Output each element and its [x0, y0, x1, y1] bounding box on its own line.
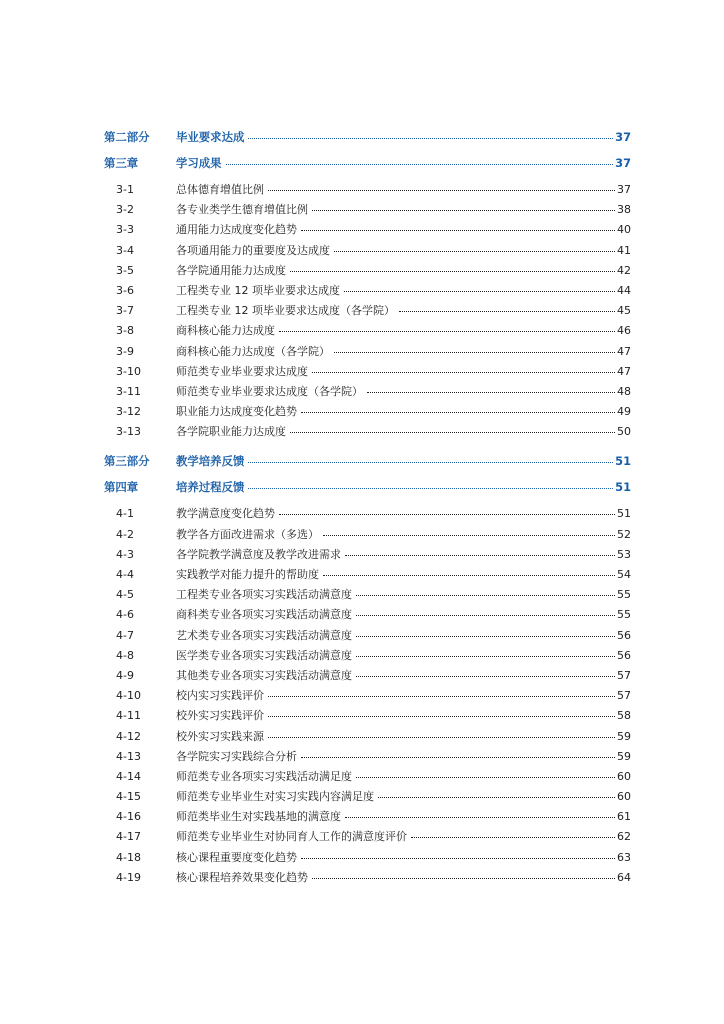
toc-entry-title: 师范类专业毕业生对实习实践内容满足度 — [176, 790, 374, 804]
toc-entry-title: 实践教学对能力提升的帮助度 — [176, 568, 319, 581]
toc-entry-title: 校内实习实践评价 — [176, 689, 264, 703]
dot-leader — [248, 138, 613, 139]
dot-leader — [345, 555, 615, 556]
dot-leader — [356, 656, 615, 657]
toc-entry-title: 职业能力达成度变化趋势 — [176, 405, 297, 419]
toc-entry-number: 3-8 — [116, 324, 134, 338]
toc-entry-number: 4-1 — [116, 507, 134, 521]
toc-section-entry[interactable] — [104, 448, 631, 474]
toc-entry-title: 培养过程反馈 — [176, 480, 245, 495]
dot-leader — [323, 535, 615, 536]
toc-entry[interactable] — [104, 301, 631, 321]
toc-entry-title: 校外实习实践评价 — [176, 709, 264, 723]
toc-entry[interactable] — [104, 180, 631, 200]
toc-page-number: 58 — [617, 709, 631, 723]
toc-entry-title: 核心课程重要度变化趋势 — [176, 850, 297, 864]
toc-entry-number: 4-10 — [116, 689, 141, 703]
toc-page-number: 61 — [617, 810, 631, 824]
toc-entry[interactable] — [104, 241, 631, 261]
toc-entry[interactable] — [104, 807, 631, 827]
toc-entry-number: 4-6 — [116, 608, 134, 622]
dot-leader — [290, 271, 615, 272]
toc-entry-number: 3-12 — [116, 405, 141, 419]
toc-entry-number: 第三章 — [104, 156, 139, 170]
toc-entry-title: 各学院实习实践综合分析 — [176, 749, 297, 763]
toc-entry-number: 4-9 — [116, 668, 134, 682]
toc-entry-title: 工程类专业各项实习实践活动满意度 — [176, 588, 352, 602]
toc-page-number: 50 — [617, 425, 631, 439]
dot-leader — [268, 696, 615, 697]
dot-leader — [301, 858, 615, 859]
toc-entry-title: 总体德育增值比例 — [176, 183, 264, 196]
toc-entry-number: 3-10 — [116, 364, 141, 378]
toc-entry-title: 商科核心能力达成度（各学院） — [176, 344, 330, 358]
toc-entry-title: 商科类专业各项实习实践活动满意度 — [176, 608, 352, 622]
toc-page-number: 38 — [617, 203, 631, 217]
toc-entry-title: 医学类专业各项实习实践活动满意度 — [176, 648, 352, 662]
toc-entry-number: 第三部分 — [104, 454, 150, 469]
toc-entry-title: 核心课程培养效果变化趋势 — [176, 870, 308, 884]
dot-leader — [226, 164, 614, 165]
toc-entry-number: 第四章 — [104, 480, 139, 495]
toc-entry-number: 4-19 — [116, 870, 141, 884]
toc-page-number: 48 — [617, 384, 631, 398]
toc-entry-number: 3-9 — [116, 344, 134, 358]
dot-leader — [367, 392, 615, 393]
dot-leader — [323, 575, 615, 576]
table-of-contents — [104, 124, 631, 888]
dot-leader — [312, 210, 615, 211]
toc-entry-number: 3-5 — [116, 263, 134, 277]
toc-entry-title: 各学院职业能力达成度 — [176, 425, 286, 439]
toc-entry-number: 4-5 — [116, 588, 134, 602]
dot-leader — [279, 331, 615, 332]
dot-leader — [356, 615, 615, 616]
toc-page-number: 53 — [617, 547, 631, 561]
toc-entry[interactable] — [104, 787, 631, 807]
toc-entry-number: 4-7 — [116, 628, 134, 642]
toc-entry[interactable] — [104, 626, 631, 646]
toc-entry-number: 3-3 — [116, 223, 134, 237]
toc-entry-title: 各学院通用能力达成度 — [176, 263, 286, 277]
toc-entry[interactable] — [104, 727, 631, 747]
dot-leader — [344, 291, 615, 292]
toc-page-number: 40 — [617, 223, 631, 237]
toc-entry[interactable] — [104, 342, 631, 362]
toc-entry-title: 师范类专业毕业生对协同育人工作的满意度评价 — [176, 830, 407, 844]
dot-leader — [248, 462, 613, 463]
toc-entry-title: 师范类专业毕业要求达成度 — [176, 364, 308, 378]
toc-page-number: 51 — [615, 480, 631, 495]
toc-page-number: 51 — [615, 454, 631, 469]
toc-entry-title: 其他类专业各项实习实践活动满意度 — [176, 668, 352, 682]
toc-entry-number: 3-6 — [116, 283, 134, 297]
toc-entry-number: 第二部分 — [104, 130, 150, 144]
toc-page-number: 56 — [617, 648, 631, 662]
toc-page-number: 55 — [617, 608, 631, 622]
toc-page-number: 37 — [617, 183, 631, 196]
toc-entry-number: 4-17 — [116, 830, 141, 844]
toc-page-number: 60 — [617, 790, 631, 804]
toc-entry-title: 工程类专业 12 项毕业要求达成度（各学院） — [176, 304, 395, 318]
toc-entry-number: 4-8 — [116, 648, 134, 662]
toc-page-number: 41 — [617, 243, 631, 257]
toc-page-number: 51 — [617, 507, 631, 521]
toc-entry[interactable] — [104, 321, 631, 341]
toc-entry[interactable] — [104, 605, 631, 625]
toc-entry[interactable] — [104, 646, 631, 666]
toc-page-number: 55 — [617, 588, 631, 602]
toc-entry-title: 教学培养反馈 — [176, 454, 245, 469]
toc-page-number: 63 — [617, 850, 631, 864]
toc-entry[interactable] — [104, 565, 631, 585]
toc-entry[interactable] — [104, 706, 631, 726]
toc-entry-number: 4-15 — [116, 790, 141, 804]
dot-leader — [334, 251, 615, 252]
toc-entry[interactable] — [104, 747, 631, 767]
toc-entry[interactable] — [104, 200, 631, 220]
toc-entry-number: 3-1 — [116, 183, 134, 196]
toc-page-number: 62 — [617, 830, 631, 844]
toc-entry-number: 4-2 — [116, 527, 134, 541]
toc-entry-number: 4-11 — [116, 709, 141, 723]
toc-entry-title: 教学满意度变化趋势 — [176, 507, 275, 521]
toc-page-number: 56 — [617, 628, 631, 642]
toc-page-number: 49 — [617, 405, 631, 419]
dot-leader — [312, 878, 615, 879]
toc-entry[interactable] — [104, 220, 631, 240]
toc-entry[interactable] — [104, 525, 631, 545]
dot-leader — [334, 352, 615, 353]
toc-page-number: 59 — [617, 729, 631, 743]
toc-page-number: 57 — [617, 668, 631, 682]
toc-entry[interactable] — [104, 422, 631, 442]
toc-page-number: 60 — [617, 769, 631, 783]
toc-entry-number: 4-16 — [116, 810, 141, 824]
dot-leader — [312, 372, 615, 373]
toc-entry[interactable] — [104, 402, 631, 422]
toc-entry-title: 学习成果 — [176, 156, 222, 170]
toc-entry[interactable] — [104, 767, 631, 787]
toc-page-number: 42 — [617, 263, 631, 277]
dot-leader — [290, 432, 615, 433]
toc-page-number: 54 — [617, 568, 631, 581]
toc-entry-title: 师范类专业各项实习实践活动满足度 — [176, 769, 352, 783]
toc-entry-title: 各学院教学满意度及教学改进需求 — [176, 547, 341, 561]
toc-page-number: 47 — [617, 344, 631, 358]
toc-entry-number: 3-2 — [116, 203, 134, 217]
toc-entry[interactable] — [104, 686, 631, 706]
toc-entry-number: 4-18 — [116, 850, 141, 864]
dot-leader — [356, 676, 615, 677]
dot-leader — [268, 737, 615, 738]
dot-leader — [248, 488, 613, 489]
toc-page-number: 64 — [617, 870, 631, 884]
toc-page-number: 57 — [617, 689, 631, 703]
toc-entry-title: 毕业要求达成 — [176, 130, 245, 144]
toc-entry[interactable] — [104, 666, 631, 686]
toc-entry-number: 3-11 — [116, 384, 141, 398]
toc-entry-title: 艺术类专业各项实习实践活动满意度 — [176, 628, 352, 642]
dot-leader — [378, 797, 615, 798]
toc-entry[interactable] — [104, 261, 631, 281]
toc-entry-number: 3-4 — [116, 243, 134, 257]
dot-leader — [268, 190, 615, 191]
toc-entry-number: 4-4 — [116, 568, 134, 581]
dot-leader — [356, 636, 615, 637]
dot-leader — [356, 777, 615, 778]
toc-page-number: 46 — [617, 324, 631, 338]
toc-entry[interactable] — [104, 545, 631, 565]
dot-leader — [301, 230, 615, 231]
toc-entry[interactable] — [104, 281, 631, 301]
toc-page-number: 47 — [617, 364, 631, 378]
toc-section-entry[interactable] — [104, 150, 631, 176]
toc-entry[interactable] — [104, 504, 631, 524]
toc-entry-title: 校外实习实践来源 — [176, 729, 264, 743]
dot-leader — [345, 817, 615, 818]
toc-entry[interactable] — [104, 382, 631, 402]
toc-page-number: 37 — [615, 156, 631, 170]
toc-entry[interactable] — [104, 827, 631, 847]
toc-page-number: 52 — [617, 527, 631, 541]
toc-entry[interactable] — [104, 585, 631, 605]
dot-leader — [301, 757, 615, 758]
toc-page-number: 44 — [617, 283, 631, 297]
toc-entry-title: 各专业类学生德育增值比例 — [176, 203, 308, 217]
dot-leader — [356, 595, 615, 596]
toc-entry[interactable] — [104, 848, 631, 868]
dot-leader — [268, 716, 615, 717]
toc-entry[interactable] — [104, 868, 631, 888]
toc-entry-number: 3-13 — [116, 425, 141, 439]
toc-page-number: 59 — [617, 749, 631, 763]
toc-entry-title: 商科核心能力达成度 — [176, 324, 275, 338]
toc-entry-title: 各项通用能力的重要度及达成度 — [176, 243, 330, 257]
toc-entry-title: 师范类毕业生对实践基地的满意度 — [176, 810, 341, 824]
toc-entry-number: 3-7 — [116, 304, 134, 318]
toc-page-number: 45 — [617, 304, 631, 318]
toc-entry-number: 4-13 — [116, 749, 141, 763]
toc-entry-title: 工程类专业 12 项毕业要求达成度 — [176, 283, 340, 297]
toc-page-number: 37 — [615, 130, 631, 144]
dot-leader — [279, 514, 615, 515]
toc-section-entry[interactable] — [104, 474, 631, 500]
toc-entry-title: 通用能力达成度变化趋势 — [176, 223, 297, 237]
toc-entry-number: 4-14 — [116, 769, 141, 783]
dot-leader — [399, 311, 615, 312]
toc-section-entry[interactable] — [104, 124, 631, 150]
toc-entry-title: 师范类专业毕业要求达成度（各学院） — [176, 384, 363, 398]
toc-entry[interactable] — [104, 362, 631, 382]
toc-entry-number: 4-3 — [116, 547, 134, 561]
dot-leader — [411, 837, 615, 838]
dot-leader — [301, 412, 615, 413]
toc-entry-number: 4-12 — [116, 729, 141, 743]
toc-entry-title: 教学各方面改进需求（多选） — [176, 527, 319, 541]
